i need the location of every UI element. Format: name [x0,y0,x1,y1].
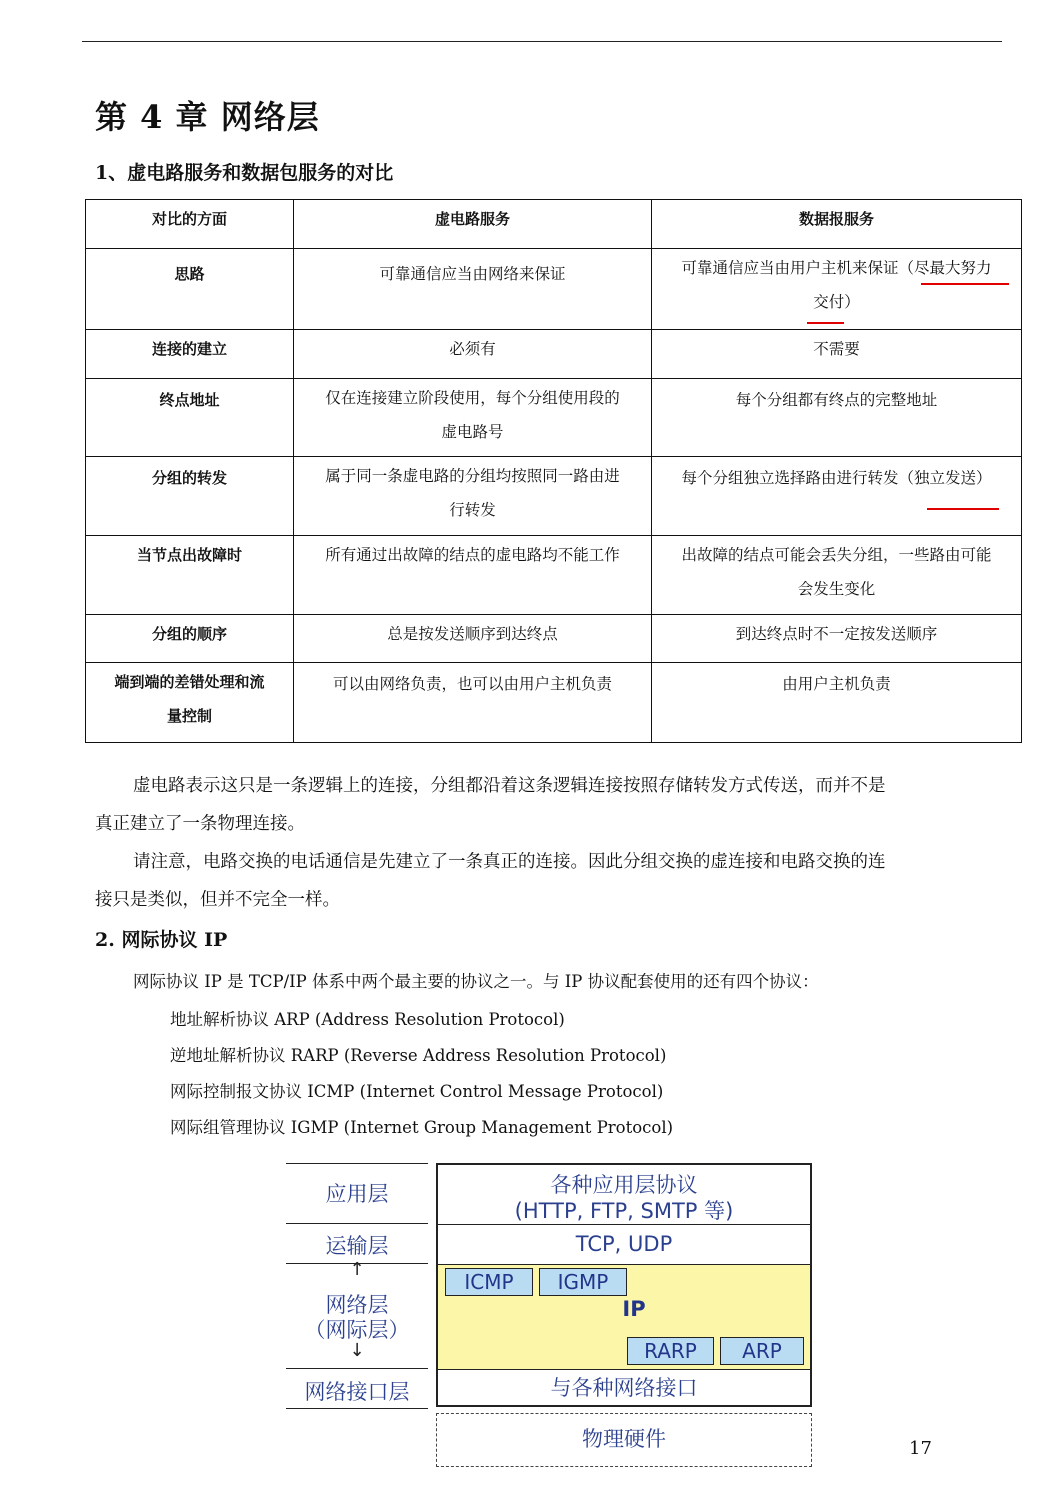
tcpip-layer-diagram [284,1160,814,1470]
paragraph-line: 真正建立了一条物理连接。 [95,814,305,834]
divider [286,1163,428,1164]
table-row [86,379,1022,457]
row-vc: 所有通过出故障的结点的虚电路均不能工作 [294,536,652,615]
row-aspect: 连接的建立 [86,330,294,379]
row-aspect [86,663,294,743]
row-dg-line1: 可靠通信应当由用户主机来保证（尽最大努力 [681,259,992,277]
row-vc [294,457,652,536]
paragraph-line: 请注意，电路交换的电话通信是先建立了一条真正的连接。因此分组交换的虚连接和电路交换的连 [133,852,886,872]
label-internet-layer: （网际层） [304,1318,410,1342]
row-vc-line1: 仅在连接建立阶段使用，每个分组使用段的 [325,389,620,407]
header-virtual-circuit: 虚电路服务 [294,200,652,249]
row-dg-line2: 交付） [813,293,860,311]
up-arrow-icon: ↑ [349,1259,365,1280]
label-transport-layer: 运输层 [325,1234,389,1258]
protocol-item-icmp: 网际控制报文协议 ICMP (Internet Control Message Protocol) [170,1082,664,1101]
arp-box: ARP [720,1337,804,1365]
table-row [86,330,1022,379]
table-row [86,457,1022,536]
row-vc-line1: 属于同一条虚电路的分组均按照同一路由进 [325,467,620,485]
header-datagram: 数据报服务 [652,200,1022,249]
down-arrow-icon: ↓ [349,1340,365,1361]
protocol-stack-box [436,1163,812,1407]
icmp-box: ICMP [445,1268,533,1296]
row-dg: 每个分组都有终点的完整地址 [652,379,1022,457]
table-header-row [86,200,1022,249]
page-number: 17 [909,1438,932,1459]
table-row [86,536,1022,615]
row-dg: 由用户主机负责 [652,663,1022,743]
row-aspect-line1: 端到端的差错处理和流 [114,673,265,691]
rarp-box: RARP [627,1337,714,1365]
row-vc: 可靠通信应当由网络来保证 [294,249,652,330]
app-protocols-cell [438,1165,810,1225]
row-dg [652,536,1022,615]
row-aspect: 终点地址 [86,379,294,457]
physical-hardware-box: 物理硬件 [436,1413,812,1467]
header-aspect: 对比的方面 [86,200,294,249]
row-aspect: 当节点出故障时 [86,536,294,615]
row-vc: 总是按发送顺序到达终点 [294,615,652,663]
divider [286,1368,428,1369]
divider [286,1223,428,1224]
row-dg-line2: 会发生变化 [797,580,876,598]
ip-layer-cell [438,1265,810,1370]
row-dg: 不需要 [652,330,1022,379]
app-protocols-line2: (HTTP, FTP, SMTP 等) [514,1199,734,1223]
red-underline [921,283,1009,285]
row-dg: 每个分组独立选择路由进行转发（独立发送） [652,457,1022,536]
divider [286,1408,428,1409]
row-vc-line2: 行转发 [449,501,496,519]
label-network-interface-layer: 网络接口层 [304,1380,410,1404]
transport-protocols: TCP, UDP [438,1224,810,1265]
paragraph-line: 接只是类似，但并不完全一样。 [95,890,340,910]
comparison-table [85,199,1022,743]
section-title-comparison: 1、虚电路服务和数据包服务的对比 [95,162,394,184]
row-vc: 必须有 [294,330,652,379]
label-network-layer: 网络层 [325,1293,389,1317]
paragraph-line: 虚电路表示这只是一条逻辑上的连接，分组都沿着这条逻辑连接按照存储转发方式传送，而并不是 [133,776,886,796]
app-protocols-line1: 各种应用层协议 [550,1173,698,1197]
red-underline [927,508,999,510]
row-vc-line2: 虚电路号 [441,423,504,441]
table-row [86,663,1022,743]
table-row [86,615,1022,663]
row-vc [294,379,652,457]
protocol-item-igmp: 网际组管理协议 IGMP (Internet Group Management Protocol) [170,1118,674,1137]
network-interfaces: 与各种网络接口 [550,1376,698,1400]
row-aspect: 分组的顺序 [86,615,294,663]
red-underline [807,322,844,324]
row-aspect: 思路 [86,249,294,330]
label-application-layer: 应用层 [325,1182,389,1206]
row-dg: 到达终点时不一定按发送顺序 [652,615,1022,663]
igmp-box: IGMP [539,1268,627,1296]
row-dg-line1: 出故障的结点可能会丢失分组，一些路由可能 [681,546,992,564]
row-aspect-line2: 量控制 [166,707,212,725]
row-vc: 可以由网络负责，也可以由用户主机负责 [294,663,652,743]
ip-label: IP [622,1297,646,1321]
protocol-item-arp: 地址解析协议 ARP (Address Resolution Protocol) [170,1010,565,1029]
table-row [86,249,1022,330]
protocol-item-rarp: 逆地址解析协议 RARP (Reverse Address Resolution Protocol) [170,1046,667,1065]
header-rule [82,41,1002,42]
ip-intro: 网际协议 IP 是 TCP/IP 体系中两个最主要的协议之一。与 IP 协议配套使用的还有四个协议： [133,972,819,991]
row-aspect: 分组的转发 [86,457,294,536]
section-title-ip: 2. 网际协议 IP [95,929,228,951]
row-dg [652,249,1022,330]
chapter-title: 第 4 章 网络层 [95,98,320,136]
